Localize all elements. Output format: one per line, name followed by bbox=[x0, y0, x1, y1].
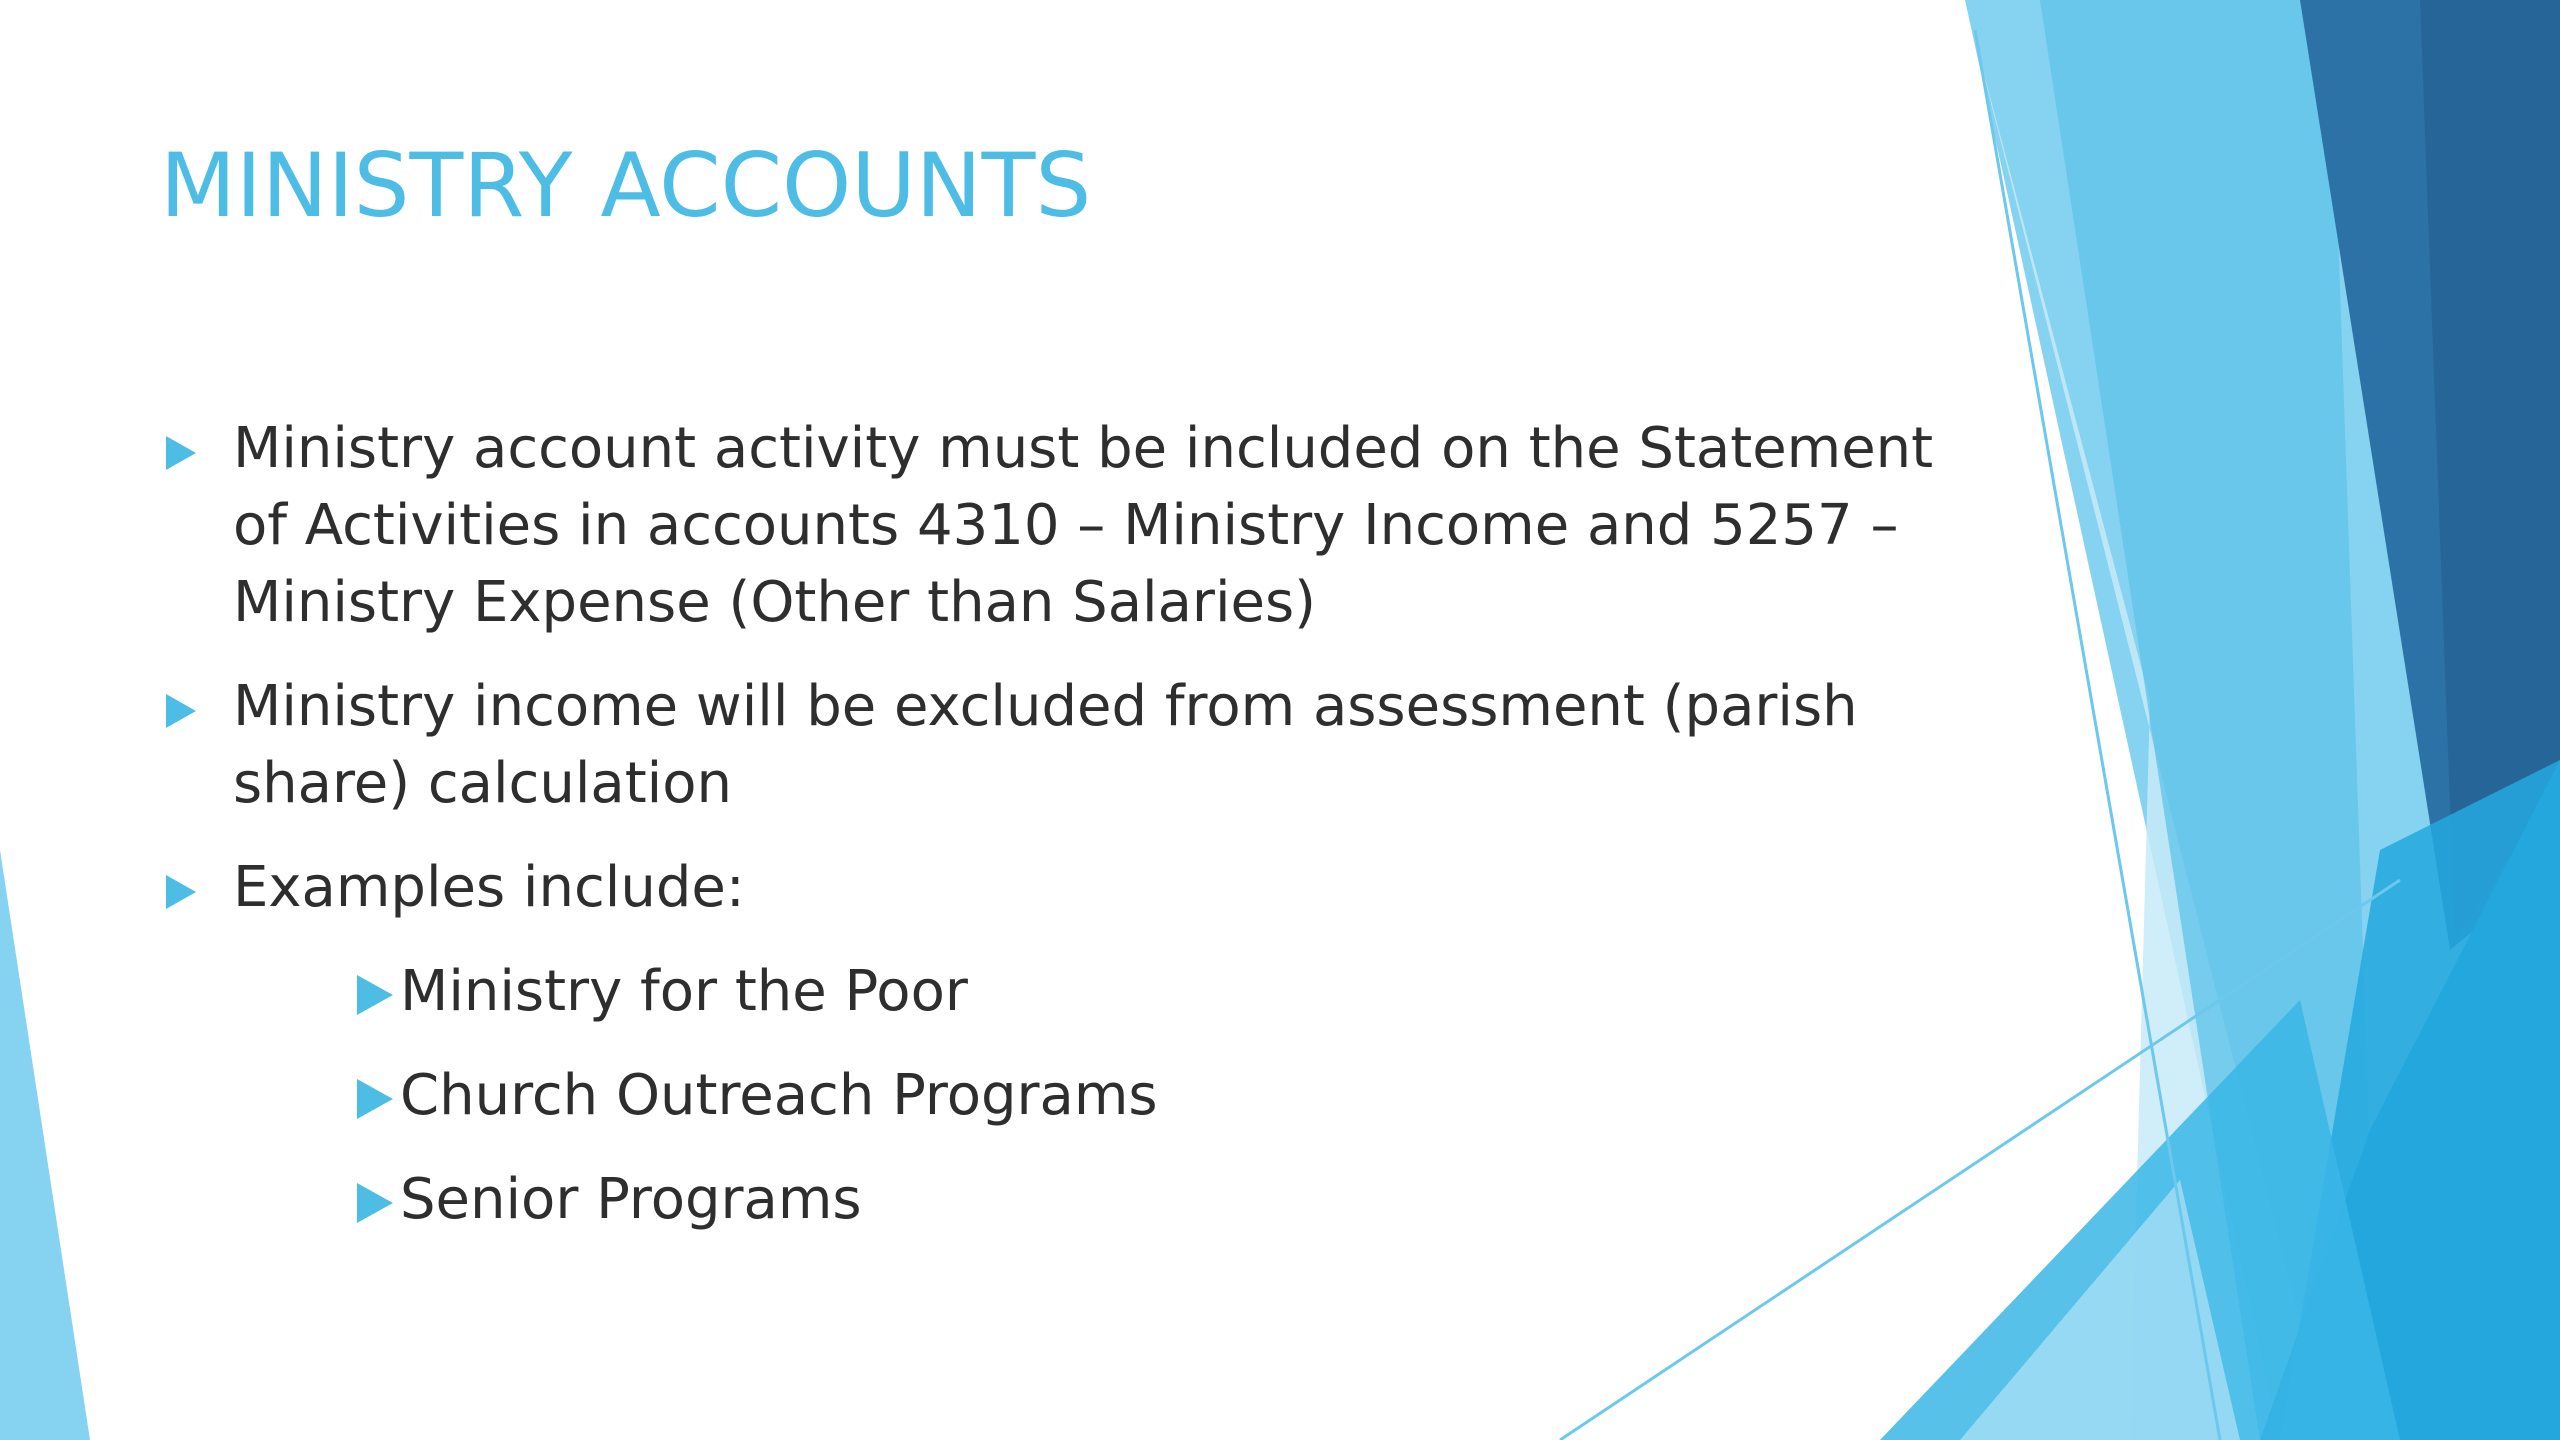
bullet-arrow-icon bbox=[166, 694, 196, 728]
sub-bullet-arrow-icon bbox=[357, 1079, 393, 1119]
sub-bullet-arrow-icon bbox=[357, 975, 393, 1015]
bullet-text: Ministry account activity must be included on the Statement of Activities in accounts 4310 – Ministry Income and 5257 – Ministry Expense (Other than Salaries) bbox=[233, 416, 1934, 635]
bullet-list bbox=[160, 410, 1940, 1265]
bullet-item bbox=[160, 668, 1940, 822]
sub-bullet-item bbox=[160, 1057, 1940, 1134]
sub-bullet-text: Church Outreach Programs bbox=[400, 1063, 1158, 1128]
bullet-item bbox=[160, 410, 1940, 641]
bullet-text: Ministry income will be excluded from assessment (parish share) calculation bbox=[233, 674, 1858, 816]
bullet-arrow-icon bbox=[166, 875, 196, 909]
sub-bullet-item bbox=[160, 953, 1940, 1030]
sub-bullet-text: Ministry for the Poor bbox=[400, 959, 968, 1024]
bullet-arrow-icon bbox=[166, 436, 196, 470]
slide-title: MINISTRY ACCOUNTS bbox=[160, 134, 1092, 237]
bullet-item bbox=[160, 849, 1940, 926]
bullet-text: Examples include: bbox=[233, 855, 745, 920]
sub-bullet-item bbox=[160, 1161, 1940, 1238]
sub-bullet-text: Senior Programs bbox=[400, 1167, 862, 1232]
sub-bullet-arrow-icon bbox=[357, 1183, 393, 1223]
decor-facet-left bbox=[0, 850, 90, 1440]
